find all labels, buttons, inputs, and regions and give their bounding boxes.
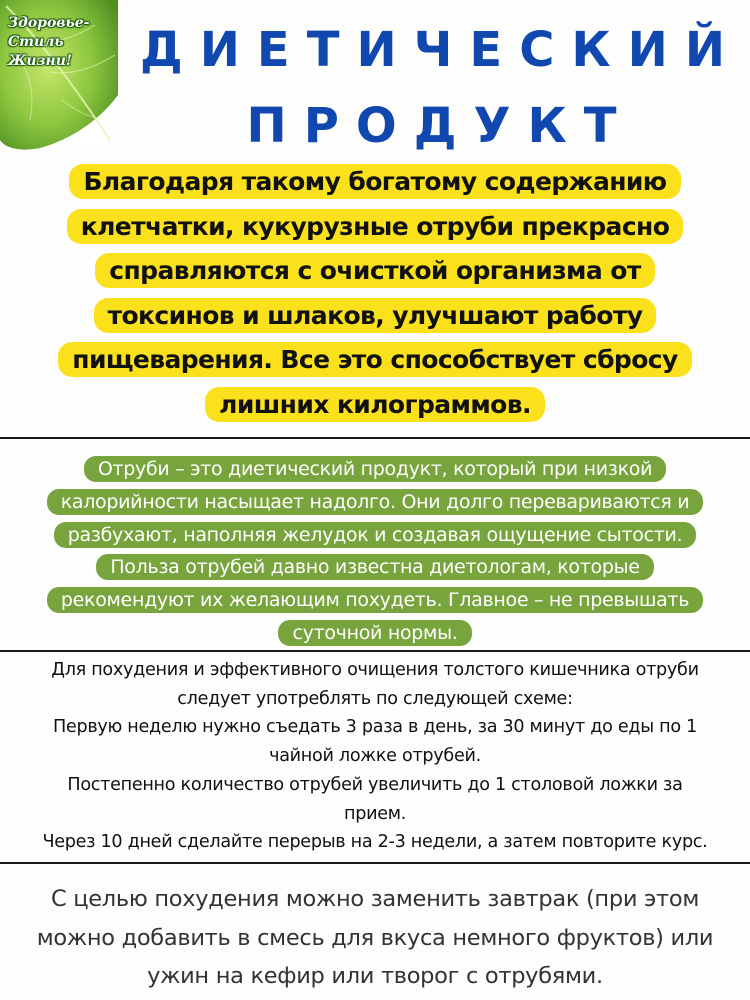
logo-line-3: Жизни! — [8, 53, 73, 69]
scheme-line: следует употреблять по следующей схеме: — [177, 688, 573, 709]
divider — [0, 862, 750, 864]
green-line: суточной нормы. — [292, 621, 458, 644]
yellow-line: клетчатки, кукурузные отруби прекрасно — [80, 211, 670, 241]
green-text — [47, 456, 704, 646]
divider — [0, 437, 750, 439]
final-line: ужин на кефир или творог с отрубями. — [147, 963, 603, 989]
scheme-line: чайной ложке отрубей. — [269, 746, 481, 767]
yellow-line: Благодаря такому богатому содержанию — [83, 167, 667, 196]
scheme-line: Первую неделю нужно съедать 3 раза в день, за 30 минут до еды по 1 — [53, 717, 697, 738]
yellow-line: справляются с очисткой организма от — [109, 256, 641, 285]
scheme-line: Для похудения и эффективного очищения толстого кишечника отруби — [51, 660, 699, 680]
green-line: рекомендуют их желающим похудеть. Главное – не превышать — [60, 589, 690, 612]
yellow-text — [58, 164, 691, 422]
title-line-2: ПРОДУКТ — [246, 98, 634, 154]
green-line: Польза отрубей давно известна диетологам, которые — [110, 556, 640, 579]
green-line: разбухают, наполняя желудок и создавая ощущение сытости. — [67, 523, 683, 546]
page-title — [140, 12, 743, 164]
final-line: можно добавить в смесь для вкуса немного фруктов) или — [36, 924, 714, 951]
yellow-line: пищеварения. Все это способствует сбросу — [72, 345, 678, 374]
scheme-line: Через 10 дней сделайте перерыв на 2-3 недели, а затем повторите курс. — [42, 832, 708, 853]
scheme-line: Постепенно количество отрубей увеличить до 1 столовой ложки за — [67, 774, 683, 795]
final-line: С целью похудения можно заменить завтрак (при этом — [50, 886, 699, 912]
final-paragraph — [0, 880, 750, 996]
yellow-line: токсинов и шлаков, улучшают работу — [107, 300, 643, 330]
green-line: калорийности насыщает надолго. Они долго перевариваются и — [60, 490, 690, 513]
logo-text — [8, 14, 108, 71]
logo-line-2: Стиль — [8, 34, 64, 50]
highlight-paragraph-green — [24, 453, 726, 650]
title-line-1: ДИЕТИЧЕСКИЙ — [140, 22, 743, 78]
logo-line-1: Здоровье- — [8, 15, 90, 31]
highlight-paragraph-yellow — [15, 160, 735, 427]
brand-logo — [0, 0, 118, 150]
divider — [0, 650, 750, 652]
yellow-line: лишних килограммов. — [219, 389, 531, 419]
scheme-line: прием. — [344, 803, 406, 824]
scheme-paragraph — [0, 656, 750, 857]
green-line: Отруби – это диетический продукт, который при низкой — [97, 458, 653, 480]
